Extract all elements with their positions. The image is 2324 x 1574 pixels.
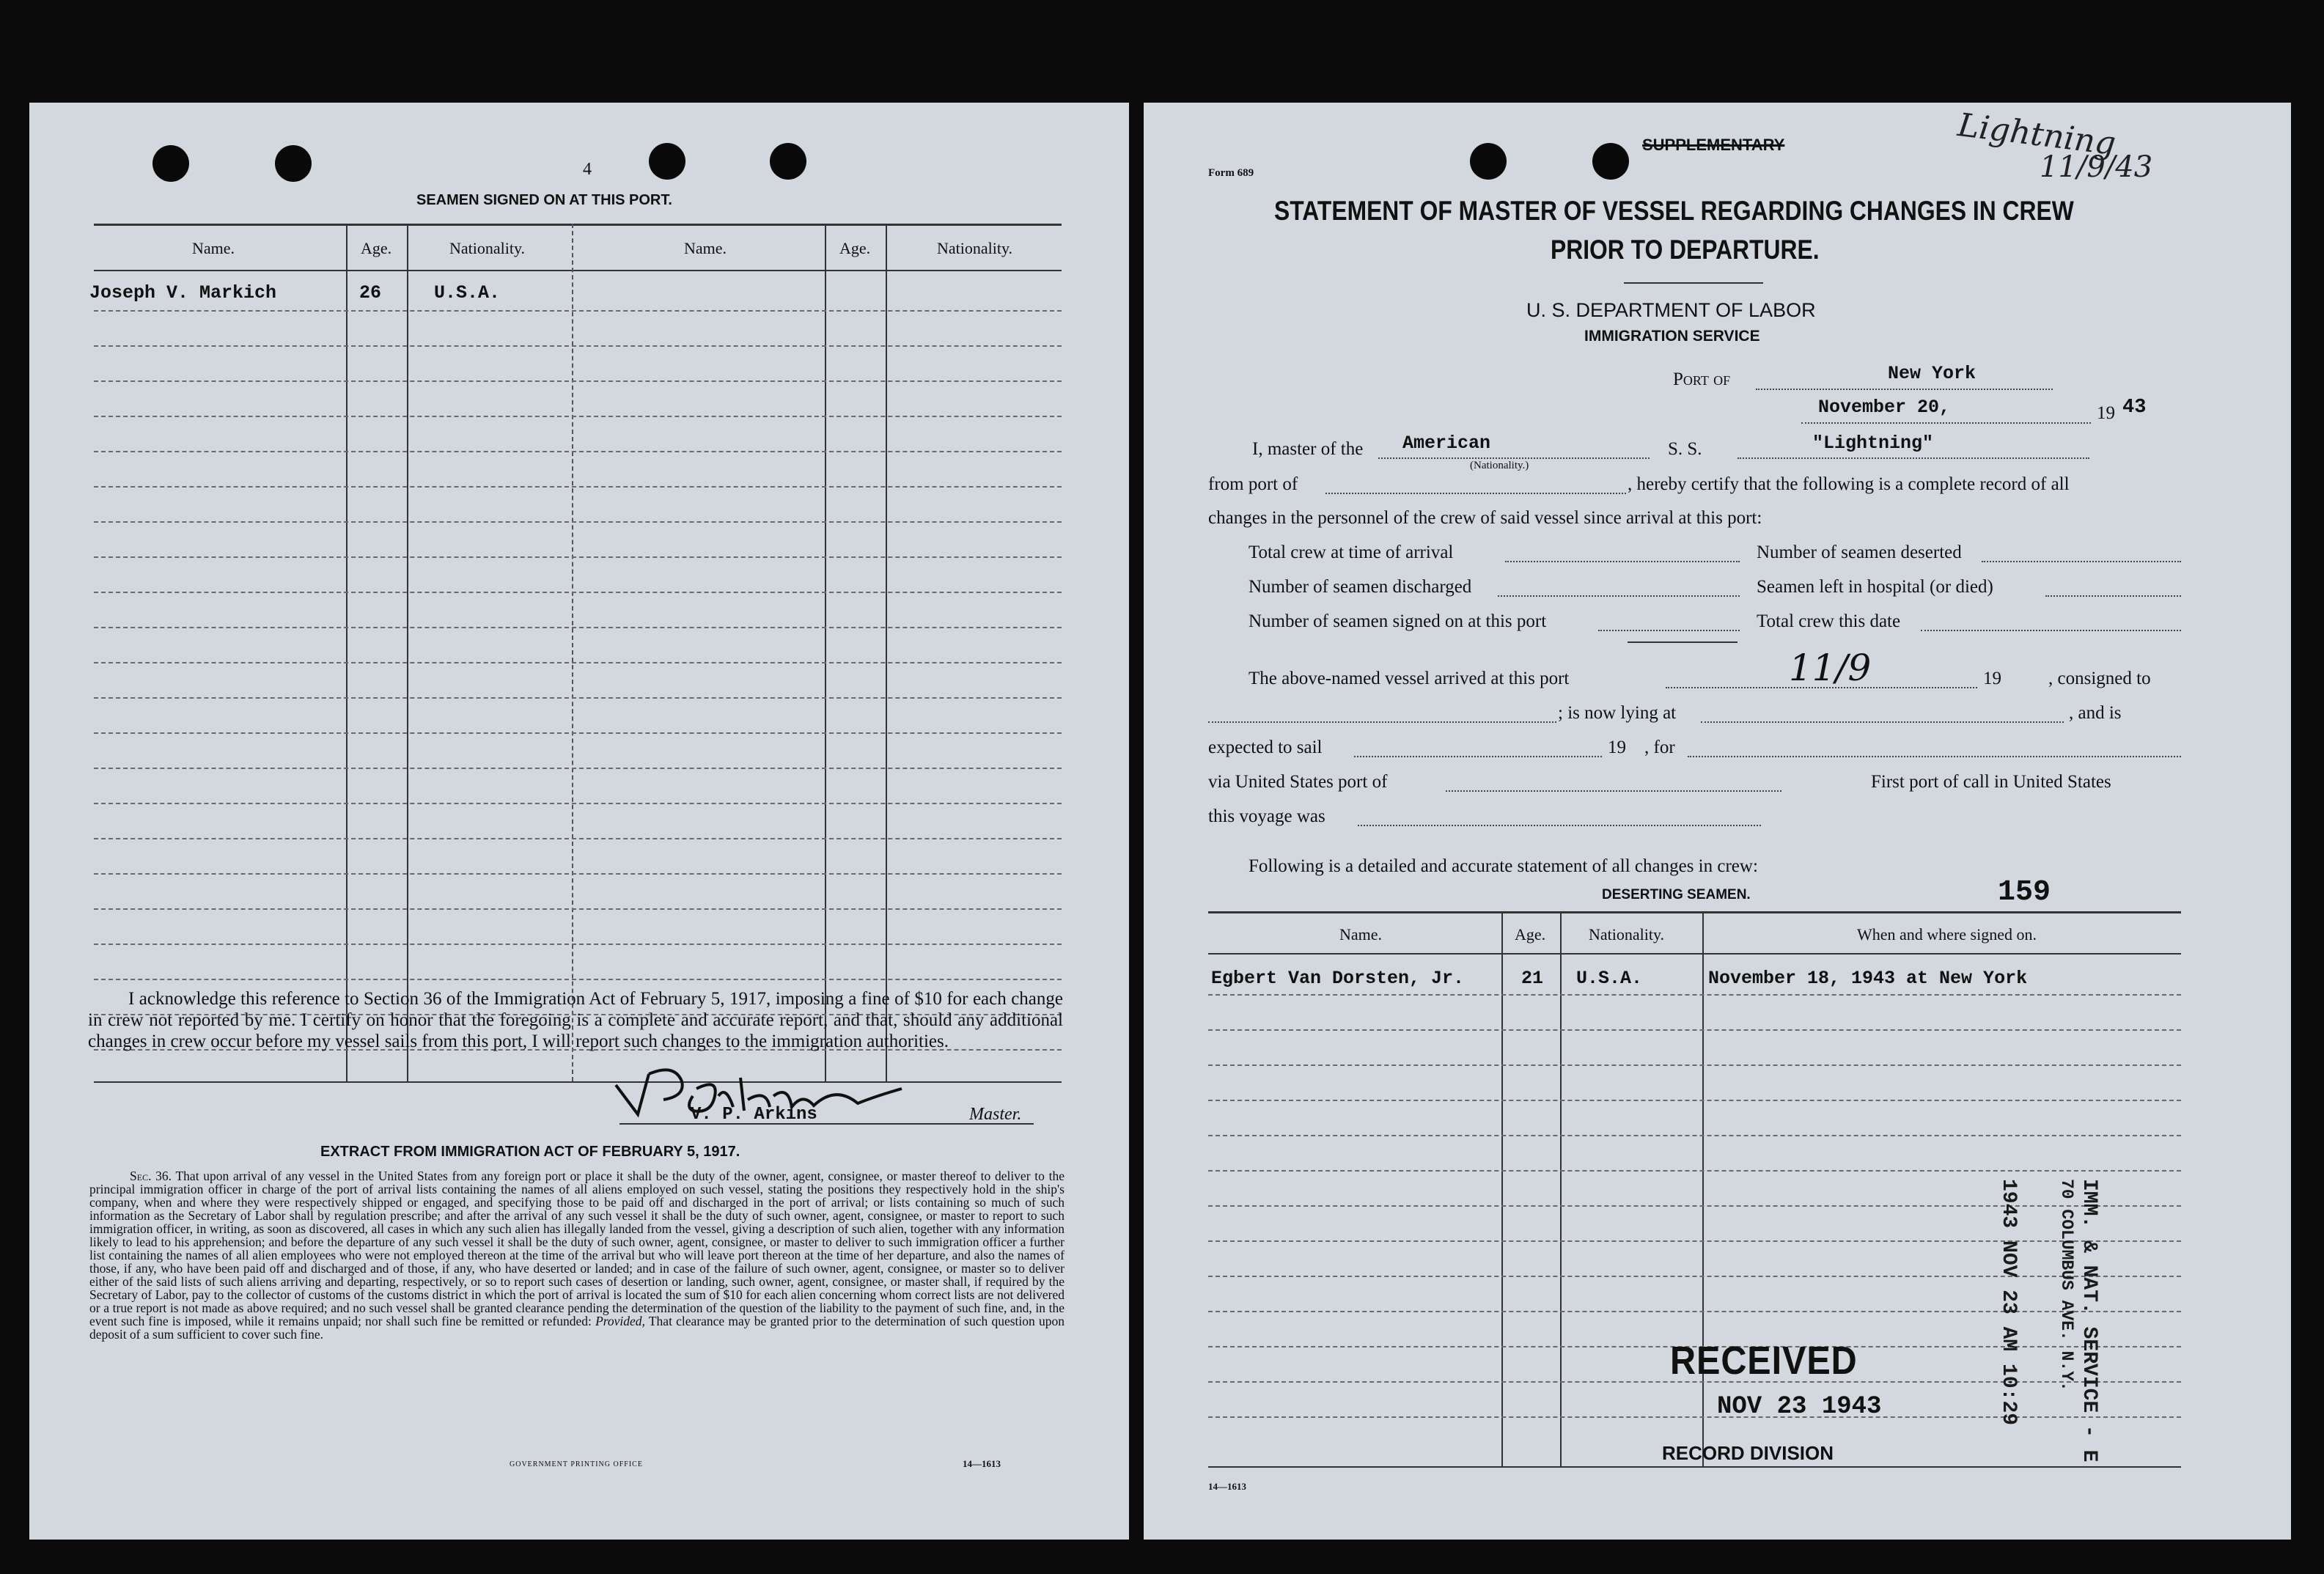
stamp-address: 70 COLUMBUS AVE. N.Y. <box>2057 1179 2076 1391</box>
total-crew-arrival-label: Total crew at time of arrival <box>1249 543 1454 562</box>
punch-hole <box>275 145 312 182</box>
certify-text: , hereby certify that the following is a complete record of all <box>1628 474 2070 494</box>
col-header-name-2: Name. <box>684 239 727 257</box>
deserter-name: Egbert Van Dorsten, Jr. <box>1211 968 1465 989</box>
arrived-year-prefix: 19 <box>1983 669 2001 688</box>
desert-col-name: Name. <box>1339 925 1383 944</box>
handwritten-date-note: 11/9/43 <box>2040 150 2153 184</box>
signer-role: Master. <box>969 1105 1022 1124</box>
col-header-age: Age. <box>361 239 392 257</box>
right-page <box>1144 103 2291 1540</box>
extract-proviso-lead: Provided, <box>595 1314 645 1328</box>
seamen-deserted-label: Number of seamen deserted <box>1757 543 1962 562</box>
for-label: , for <box>1644 738 1675 757</box>
seaman-name: Joseph V. Markich <box>89 282 277 304</box>
changes-text: changes in the personnel of the crew of said vessel since arrival at this port: <box>1208 508 1762 528</box>
punch-hole <box>649 143 685 180</box>
stamp-office: IMM. & NAT. SERVICE - E <box>2078 1179 2100 1463</box>
deserter-nationality: U.S.A. <box>1576 968 1643 989</box>
left-form-code: 14—1613 <box>963 1458 1001 1469</box>
year-prefix: 19 <box>2097 403 2115 423</box>
punch-hole <box>1592 143 1629 180</box>
desert-col-nationality: Nationality. <box>1589 925 1665 944</box>
handwritten-ship-note: Lightning <box>1955 106 2118 163</box>
supplementary-label: SUPPLEMENTARY <box>1642 136 1785 154</box>
acknowledgement-text: I acknowledge this reference to Section 36 of the Immigration Act of February 5, 1917, imposing a fine of $10 for each change in crew not reported by me. I certify on honor that the foregoing is a complete and accurate report, and that, should any additional changes in crew occur before my vessel sails from this port, I will report such changes to the immigration authorities. <box>88 989 1063 1051</box>
extract-title: EXTRACT FROM IMMIGRATION ACT OF FEBRUARY 5, 1917. <box>320 1144 740 1160</box>
extract-body <box>89 1169 1064 1341</box>
section-title: SEAMEN SIGNED ON AT THIS PORT. <box>416 192 672 208</box>
left-page <box>29 103 1129 1540</box>
via-label: via United States port of <box>1208 772 1388 792</box>
nationality-value: American <box>1402 433 1491 454</box>
deserting-title: DESERTING SEAMEN. <box>1602 887 1751 902</box>
right-form-code: 14—1613 <box>1208 1481 1246 1492</box>
punch-hole <box>1470 143 1507 180</box>
ss-label: S. S. <box>1668 439 1702 459</box>
and-is-label: , and is <box>2069 703 2122 723</box>
voyage-label: this voyage was <box>1208 806 1325 826</box>
received-date: NOV 23 1943 <box>1717 1393 1882 1421</box>
form-number: Form 689 <box>1208 167 1254 179</box>
master-of-label: I, master of the <box>1252 439 1364 459</box>
extract-text: That upon arrival of any vessel in the United States from any foreign port or place it shall be the duty of the owner, agent, consignee, or master thereof to deliver to the principal immigration officer in charge of the port of arrival lists containing the names of all aliens employed on such vessel, stating the positions they respectively hold in the ship's company, when and where they were respectively shipped or engaged, and specifying those to be paid off and discharged in the port of arrival; or lists containing so much of such information as the Secretary of Labor shall by regulation prescribe; and after the arrival of any such vessel it shall be the duty of such owner, agent, consignee, or master to report to such immigration officer, in writing, as soon as discovered, all cases in which any such alien has illegally landed from the vessel, giving a description of such alien, together with any information likely to lead to his apprehension; and before the departure of any such vessel it shall be the duty of such owner, agent, consignee, or master to deliver to such immigration officer a further list containing the names of all alien employees who were not employed thereon at the time of the arrival but who will leave port thereon at the time of her departure, and also the names of those, if any, who have been paid off and discharged and of those, if any, who have deserted or landed; and in case of the failure of such owner, agent, consignee, or master so to deliver either of the said lists of such aliens arriving and departing, respectively, or so to report such cases of desertion or landing, such owner, agent, consignee, or master shall, if required by the Secretary of Labor, pay to the collector of customs of the customs district in which the port of arrival is located the sum of $10 for each alien concerning whom correct lists are not delivered or a true report is not made as above required; and no such vessel shall be granted clearance pending the determination of the question of the liability to the payment of such fine, and, in the event such fine is imposed, while it remains unpaid; nor shall such fine be remitted or refunded: <box>89 1169 1064 1328</box>
seaman-nationality: U.S.A. <box>434 282 501 304</box>
received-stamp: RECEIVED <box>1670 1339 1858 1383</box>
expected-label: expected to sail <box>1208 738 1323 757</box>
nationality-caption: (Nationality.) <box>1470 460 1529 471</box>
signer-typed-name: V. P. Arkins <box>691 1105 817 1125</box>
punch-hole <box>770 143 806 180</box>
col-header-name: Name. <box>192 239 235 257</box>
seamen-signed-on-label: Number of seamen signed on at this port <box>1249 611 1547 631</box>
page-count: 159 <box>1998 876 2051 909</box>
first-port-label: First port of call in United States <box>1871 772 2111 792</box>
deserter-signed-on: November 18, 1943 at New York <box>1708 968 2028 989</box>
record-division: RECORD DIVISION <box>1662 1442 1834 1464</box>
expected-year-prefix: 19 <box>1608 738 1626 757</box>
stamp-time: 1943 NOV 23 AM 10:29 <box>1997 1179 2020 1426</box>
punch-hole <box>152 145 189 182</box>
from-port-label: from port of <box>1208 474 1298 494</box>
service: IMMIGRATION SERVICE <box>1584 328 1760 345</box>
desert-col-signed-on: When and where signed on. <box>1857 925 2037 944</box>
desert-col-age: Age. <box>1515 925 1546 944</box>
printer-note: GOVERNMENT PRINTING OFFICE <box>510 1460 643 1468</box>
arrived-label: The above-named vessel arrived at this port <box>1249 669 1570 688</box>
form-title-line1: STATEMENT OF MASTER OF VESSEL REGARDING CHANGES IN CREW <box>1274 196 2074 226</box>
ship-name: "Lightning" <box>1812 433 1934 454</box>
page-number: 4 <box>583 160 592 179</box>
seaman-age: 26 <box>359 282 382 304</box>
col-header-nationality: Nationality. <box>449 239 526 257</box>
seamen-discharged-label: Number of seamen discharged <box>1249 577 1472 597</box>
form-title-line2: PRIOR TO DEPARTURE. <box>1551 235 1820 265</box>
date-value: November 20, <box>1818 397 1951 418</box>
port-label: Port of <box>1673 369 1731 389</box>
year-value: 43 <box>2122 397 2147 419</box>
col-header-nationality-2: Nationality. <box>937 239 1013 257</box>
following-text: Following is a detailed and accurate statement of all changes in crew: <box>1249 856 1758 876</box>
total-crew-date-label: Total crew this date <box>1757 611 1901 631</box>
lying-label: ; is now lying at <box>1558 703 1677 723</box>
consigned-label: , consigned to <box>2048 669 2151 688</box>
deserter-age: 21 <box>1521 968 1544 989</box>
seamen-hospital-label: Seamen left in hospital (or died) <box>1757 577 1993 597</box>
port-value: New York <box>1888 363 1976 384</box>
col-header-age-2: Age. <box>839 239 871 257</box>
arrived-date-handwritten: 11/9 <box>1789 647 1872 689</box>
extract-lead: Sec. 36. <box>130 1169 172 1183</box>
department: U. S. DEPARTMENT OF LABOR <box>1526 299 1816 321</box>
extract-proviso: That clearance may be granted prior to the determination of such question upon deposit of a sum sufficient to cover such fine. <box>89 1314 1065 1342</box>
